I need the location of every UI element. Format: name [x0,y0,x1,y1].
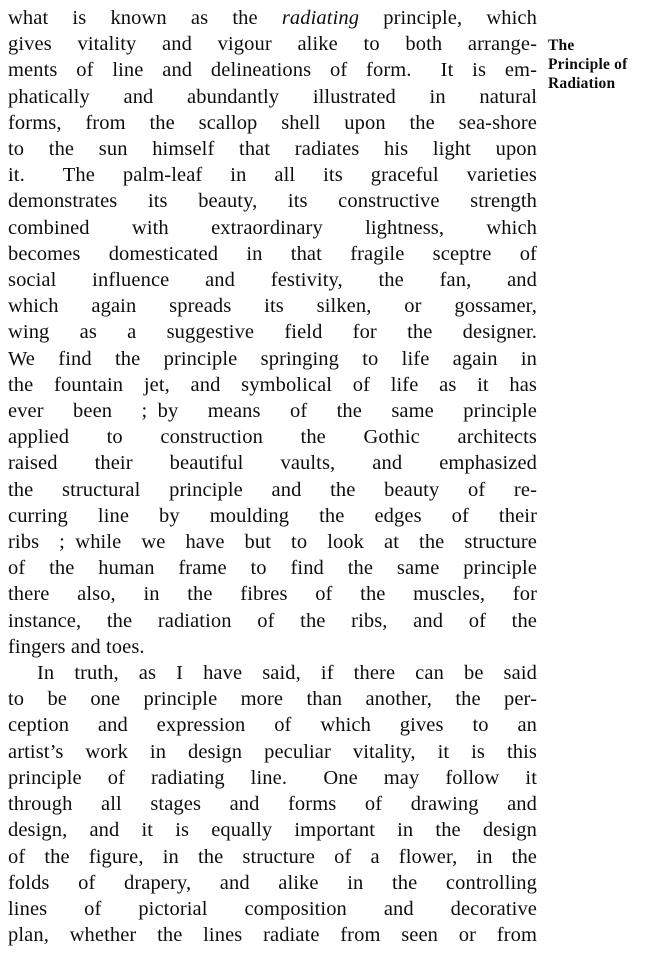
text-line: combined with extraordinary lightness, which [8,216,537,239]
text-line: to the sun himself that radiates his light upon [8,138,537,161]
text-line: ribs ; while we have but to look at the structure [8,531,537,554]
text-line: instance, the radiation of the ribs, and of the [8,609,537,632]
text-line: We find the principle springing to life again in [8,347,537,370]
text-line: folds of drapery, and alike in the controlling [8,871,537,894]
text-line: gives vitality and vigour alike to both arrange- [8,33,537,56]
margin-note-line: Principle of [548,56,628,73]
text-line: applied to construction the Gothic architects [8,426,537,449]
text-line: principle of radiating line. One may follow it [8,766,537,789]
text-line: artist’s work in design peculiar vitality, it is this [8,740,537,763]
text-line: wing as a suggestive field for the designer. [8,321,537,344]
text-line: forms, from the scallop shell upon the sea-shore [8,111,537,134]
text-line: design, and it is equally important in the design [8,819,537,842]
text-line: to be one principle more than another, the per- [8,688,537,711]
text-line: of the human frame to find the same principle [8,557,537,580]
text-line: ever been ; by means of the same principle [8,400,537,423]
text-line: ments of line and delineations of form. It is em- [8,59,537,82]
text-line: plan, whether the lines radiate from seen or from [8,924,537,947]
text-line: it. The palm-leaf in all its graceful varieties [8,164,537,187]
text-line: curring line by moulding the edges of their [8,504,537,527]
text-line: raised their beautiful vaults, and emphasized [8,452,537,475]
margin-note-line: Radiation [548,75,616,92]
text-line: becomes domesticated in that fragile sceptre of [8,242,537,265]
text-line: demonstrates its beauty, its constructive strength [8,190,537,213]
text-line: In truth, as I have said, if there can be said [37,662,537,685]
text-line: there also, in the fibres of the muscles, for [8,583,537,606]
text-line: fingers and toes. [8,635,145,658]
text-line: the structural principle and the beauty of re- [8,478,537,501]
text-line: through all stages and forms of drawing and [8,793,537,816]
text-line: of the figure, in the structure of a flower, in the [8,845,537,868]
text-line: phatically and abundantly illustrated in natural [8,85,537,108]
text-line: social influence and festivity, the fan, and [8,269,537,292]
text-line: the fountain jet, and symbolical of life as it has [8,373,537,396]
text-line: which again spreads its silken, or gossamer, [8,295,537,318]
margin-note-line: The [548,37,575,54]
text-line: ception and expression of which gives to an [8,714,537,737]
body-text [8,5,537,948]
margin-note [548,36,650,93]
text-line: lines of pictorial composition and decorative [8,897,537,920]
text-line: what is known as the radiating principle, which [8,7,537,29]
